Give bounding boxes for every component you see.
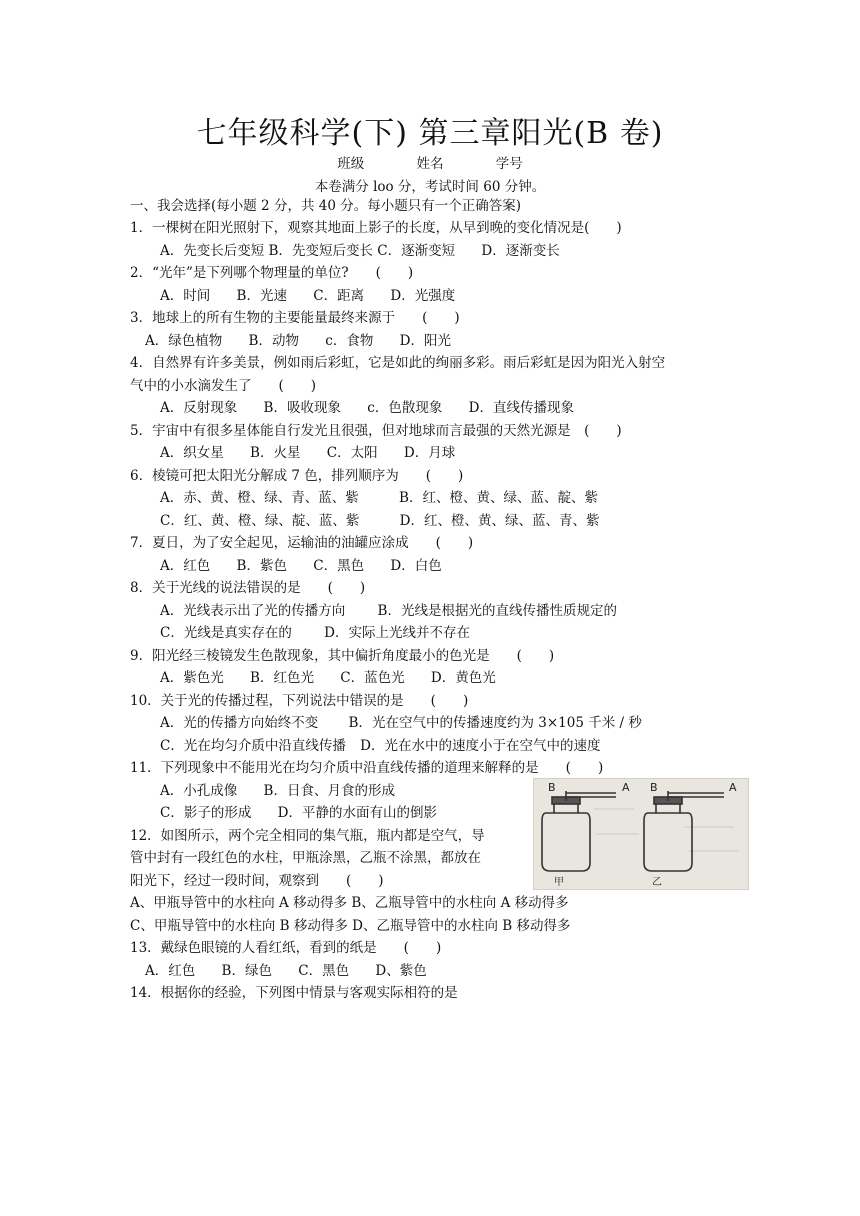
question-10-options-row1 <box>160 713 664 733</box>
question-12-options-row1: A、甲瓶导管中的水柱向 A 移动得多 B、乙瓶导管中的水柱向 A 移动得多 <box>130 895 569 911</box>
question-13-stem: 13．戴绿色眼镜的人看红纸，看到的纸是 ( ) <box>130 940 442 956</box>
question-2-stem: 2．“光年”是下列哪个物理量的单位? ( ) <box>130 265 414 281</box>
option-b: B．动物 <box>248 333 299 349</box>
option-d: D、紫色 <box>375 963 427 979</box>
question-5-stem: 5．宇宙中有很多星体能自行发光且很强，但对地球而言最强的天然光源是 ( ) <box>130 423 622 439</box>
option-d: D．黄色光 <box>430 670 496 686</box>
question-8-options-row2 <box>160 623 492 643</box>
option-b: B．先变短后变长 <box>268 243 373 259</box>
option-b: B．吸收现象 <box>263 400 341 416</box>
option-c: c．色散现象 <box>367 400 443 416</box>
option-d: D．平静的水面有山的倒影 <box>277 805 437 821</box>
question-10-options-row2 <box>160 736 622 756</box>
option-c: C．影子的形成 <box>160 805 252 821</box>
student-info-row <box>0 152 860 172</box>
label-a-left: A <box>622 781 630 794</box>
option-c: C．黑色 <box>313 558 365 574</box>
question-5-options <box>160 443 477 463</box>
option-b: B．光线是根据光的直线传播性质规定的 <box>377 603 617 619</box>
option-a: A．反射现象 <box>160 400 238 416</box>
option-a: A．紫色光 <box>160 670 224 686</box>
question-12-stem-line3: 阳光下，经过一段时间，观察到 ( ) <box>130 873 384 889</box>
option-c: C．光在均匀介质中沿直线传播 <box>160 738 346 754</box>
question-4-stem-line1: 4．自然界有许多美景，例如雨后彩虹，它是如此的绚丽多彩。雨后彩虹是因为阳光入射空 <box>130 355 666 371</box>
question-8-stem: 8．关于光线的说法错误的是 ( ) <box>130 580 366 596</box>
scan-noise <box>594 809 739 851</box>
question-12-options-row2: C、甲瓶导管中的水柱向 B 移动得多 D、乙瓶导管中的水柱向 B 移动得多 <box>130 918 571 934</box>
question-11-options-row2 <box>160 803 459 823</box>
option-d: D．白色 <box>390 558 442 574</box>
label-b-left: B <box>548 781 556 794</box>
option-a: A．时间 <box>160 288 211 304</box>
label-yi: 乙 <box>652 877 662 888</box>
option-a: A．红色 <box>160 558 211 574</box>
option-b: B．红色光 <box>250 670 314 686</box>
option-c: C．逐渐变短 <box>377 243 456 259</box>
option-c: C．光线是真实存在的 <box>160 625 292 641</box>
question-1-stem: 1．一棵树在阳光照射下，观察其地面上影子的长度，从早到晚的变化情况是( ) <box>130 220 622 236</box>
option-b: B．光在空气中的传播速度约为 3×105 千米 / 秒 <box>348 715 642 731</box>
option-b: B．紫色 <box>236 558 287 574</box>
question-7-options <box>160 556 464 576</box>
question-6-stem: 6．棱镜可把太阳光分解成 7 色，排列顺序为 ( ) <box>130 468 464 484</box>
question-9-stem: 9．阳光经三棱镜发生色散现象，其中偏折角度最小的色光是 ( ) <box>130 648 555 664</box>
question-13-options <box>145 961 449 981</box>
option-c: C．太阳 <box>326 445 378 461</box>
option-a: A．光的传播方向始终不变 <box>160 715 319 731</box>
class-label: 班级 <box>337 156 365 172</box>
name-label: 姓名 <box>416 156 444 172</box>
option-b: B．日食、月食的形成 <box>263 783 395 799</box>
section-heading: 一、我会选择(每小题 2 分，共 40 分。每小题只有一个正确答案) <box>130 198 521 214</box>
question-14-stem: 14．根据你的经验，下列图中情景与客观实际相符的是 <box>130 985 458 1001</box>
option-b: B．红、橙、黄、绿、蓝、靛、紫 <box>399 490 598 506</box>
option-c: C．蓝色光 <box>340 670 405 686</box>
question-6-options-row1 <box>160 488 620 508</box>
option-a: A．小孔成像 <box>160 783 238 799</box>
exam-note: 本卷满分 loo 分，考试时间 60 分钟。 <box>314 179 546 195</box>
question-4-options <box>160 398 596 418</box>
option-d: D．光强度 <box>390 288 456 304</box>
option-c: c．食物 <box>325 333 374 349</box>
question-3-stem: 3．地球上的所有生物的主要能量最终来源于 ( ) <box>130 310 460 326</box>
gas-bottle-diagram <box>534 779 748 889</box>
option-d: D．逐渐变长 <box>481 243 560 259</box>
number-label: 学号 <box>495 156 523 172</box>
left-bottle <box>542 791 616 871</box>
right-bottle <box>644 791 724 871</box>
option-b: B．火星 <box>250 445 301 461</box>
question-9-options <box>160 668 518 688</box>
option-d: D．直线传播现象 <box>468 400 574 416</box>
option-d: D．光在水中的速度小于在空气中的速度 <box>360 738 601 754</box>
question-11-options-row1 <box>160 781 417 801</box>
option-d: D．实际上光线并不存在 <box>324 625 470 641</box>
label-b-right: B <box>650 781 658 794</box>
option-d: D．阳光 <box>399 333 451 349</box>
option-c: C．红、黄、橙、绿、靛、蓝、紫 <box>160 513 360 529</box>
question-12-stem-line2: 管中封有一段红色的水柱，甲瓶涂黑，乙瓶不涂黑，都放在 <box>130 850 481 866</box>
option-a: A．织女星 <box>160 445 224 461</box>
question-8-options-row1 <box>160 601 639 621</box>
question-4-stem-line2: 气中的小水滴发生了 ( ) <box>130 378 317 394</box>
question-2-options <box>160 286 477 306</box>
question-6-options-row2 <box>160 511 621 531</box>
option-a: A．光线表示出了光的传播方向 <box>160 603 346 619</box>
page-title: 七年级科学(下) 第三章阳光(B 卷) <box>196 116 664 151</box>
option-a: A．绿色植物 <box>145 333 223 349</box>
question-10-stem: 10．关于光的传播过程，下列说法中错误的是 ( ) <box>130 693 469 709</box>
label-jia: 甲 <box>554 877 564 888</box>
option-a: A．赤、黄、橙、绿、青、蓝、紫 <box>160 490 359 506</box>
question-11-stem: 11．下列现象中不能用光在均匀介质中沿直线传播的道理来解释的是 ( ) <box>130 760 604 776</box>
option-c: C．距离 <box>313 288 365 304</box>
option-a: A．先变长后变短 <box>160 243 265 259</box>
question-3-options <box>145 331 473 351</box>
question-7-stem: 7．夏日，为了安全起见，运输油的油罐应涂成 ( ) <box>130 535 474 551</box>
option-b: B．光速 <box>236 288 287 304</box>
option-c: C．黑色 <box>298 963 350 979</box>
question-12-stem-line1: 12．如图所示，两个完全相同的集气瓶，瓶内都是空气，导 <box>130 828 485 844</box>
option-d: D．月球 <box>403 445 456 461</box>
option-b: B．绿色 <box>221 963 272 979</box>
option-a: A．红色 <box>145 963 196 979</box>
question-1-options <box>160 241 582 261</box>
label-a-right: A <box>729 781 737 794</box>
option-d: D．红、橙、黄、绿、蓝、青、紫 <box>399 513 600 529</box>
gas-bottle-figure <box>533 778 749 890</box>
